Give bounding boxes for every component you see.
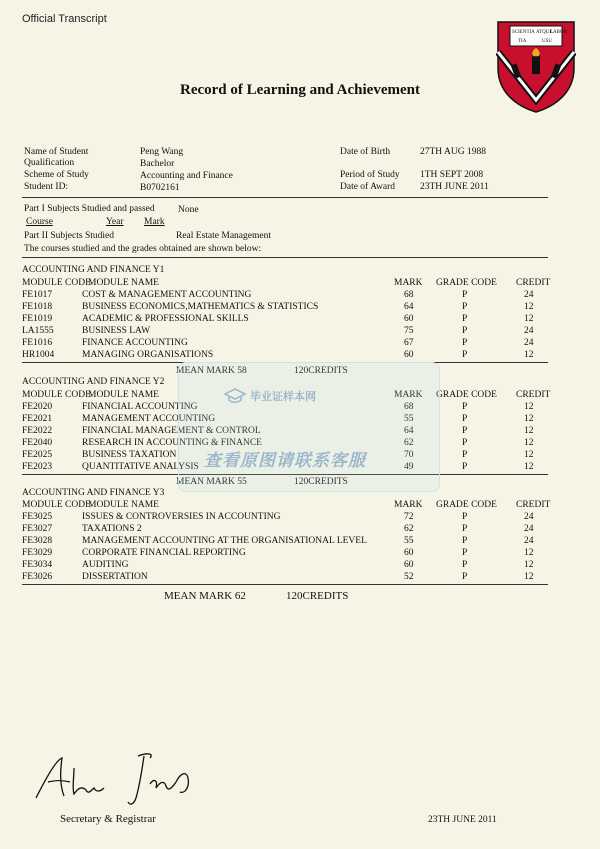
module-mark: 75 — [404, 326, 414, 336]
col-header-code: MODULE CODE — [22, 500, 91, 510]
part1-label: Part I Subjects Studied and passed — [24, 204, 155, 214]
module-credit: 12 — [524, 450, 534, 460]
year2-title: ACCOUNTING AND FINANCE Y2 — [22, 377, 165, 387]
module-grade: P — [462, 512, 468, 522]
module-credit: 24 — [524, 338, 534, 348]
module-name: ACADEMIC & PROFESSIONAL SKILLS — [82, 314, 249, 324]
part2-value: Real Estate Management — [176, 231, 271, 241]
table-row — [22, 289, 550, 301]
module-grade: P — [462, 414, 468, 424]
module-mark: 64 — [404, 426, 414, 436]
module-credit: 24 — [524, 536, 534, 546]
module-name: MANAGEMENT ACCOUNTING AT THE ORGANISATIONAL LEVEL — [82, 536, 367, 546]
table-row — [22, 547, 550, 559]
table-row — [22, 325, 550, 337]
table-row — [22, 523, 550, 535]
module-mark: 62 — [404, 438, 414, 448]
module-name: FINANCE ACCOUNTING — [82, 338, 188, 348]
module-credit: 24 — [524, 290, 534, 300]
module-mark: 60 — [404, 560, 414, 570]
scheme-label: Scheme of Study — [24, 170, 89, 180]
module-credit: 12 — [524, 302, 534, 312]
year2-credits: 120CREDITS — [294, 477, 348, 487]
crest-motto-line3: LABOR — [550, 30, 567, 35]
col-header-name: MODULE NAME — [88, 390, 159, 400]
col-header-credit: CREDIT — [516, 278, 551, 288]
period-label: Period of Study — [340, 170, 400, 180]
module-credit: 12 — [524, 402, 534, 412]
signature-icon — [30, 748, 210, 810]
module-code: FE1016 — [22, 338, 53, 348]
award-label: Date of Award — [340, 182, 396, 192]
module-grade: P — [462, 314, 468, 324]
table-row — [22, 511, 550, 523]
part2-label: Part II Subjects Studied — [24, 231, 114, 241]
module-code: FE1018 — [22, 302, 53, 312]
module-credit: 12 — [524, 314, 534, 324]
module-credit: 12 — [524, 462, 534, 472]
module-code: FE2020 — [22, 402, 53, 412]
module-credit: 24 — [524, 524, 534, 534]
module-credit: 24 — [524, 512, 534, 522]
module-mark: 60 — [404, 314, 414, 324]
col-header-name: MODULE NAME — [88, 500, 159, 510]
col-header-code: MODULE CODE — [22, 278, 91, 288]
year2-mean-mark: MEAN MARK 55 — [176, 477, 247, 487]
crest-motto-line1: SCIENTIA — [512, 30, 535, 35]
col-header-mark: MARK — [394, 390, 423, 400]
col-header-mark: MARK — [394, 500, 423, 510]
module-credit: 12 — [524, 572, 534, 582]
module-code: FE2040 — [22, 438, 53, 448]
col-header-credit: CREDIT — [516, 390, 551, 400]
watermark-text: 查看原图请联系客服 — [204, 451, 366, 471]
intro-text: The courses studied and the grades obtained are shown below: — [24, 244, 262, 254]
module-grade: P — [462, 536, 468, 546]
module-grade: P — [462, 302, 468, 312]
year1-mean-mark: MEAN MARK 58 — [176, 366, 247, 376]
module-grade: P — [462, 290, 468, 300]
module-grade: P — [462, 438, 468, 448]
part1-value: None — [178, 205, 199, 215]
dob-label: Date of Birth — [340, 147, 391, 157]
part1-col-course: Course — [26, 217, 53, 227]
module-credit: 12 — [524, 350, 534, 360]
student-id-value: B0702161 — [140, 183, 180, 193]
year3-mean-mark: MEAN MARK 62 — [164, 590, 246, 602]
page-title: Record of Learning and Achievement — [180, 82, 420, 98]
table-row — [22, 535, 550, 547]
module-name: QUANTITATIVE ANALYSIS — [82, 462, 199, 472]
graduation-cap-icon — [224, 388, 246, 404]
module-code: FE2021 — [22, 414, 53, 424]
module-grade: P — [462, 560, 468, 570]
qualification-value: Bachelor — [140, 159, 175, 169]
module-mark: 62 — [404, 524, 414, 534]
university-crest-icon — [496, 18, 576, 114]
crest-motto-line2: ATQUE — [536, 30, 553, 35]
module-code: FE3025 — [22, 512, 53, 522]
module-code: FE3028 — [22, 536, 53, 546]
module-mark: 68 — [404, 402, 414, 412]
col-header-grade: GRADE CODE — [436, 500, 497, 510]
module-code: HR1004 — [22, 350, 55, 360]
module-mark: 55 — [404, 536, 414, 546]
document-type-label: Official Transcript — [22, 13, 107, 25]
module-mark: 64 — [404, 302, 414, 312]
module-name: COST & MANAGEMENT ACCOUNTING — [82, 290, 252, 300]
module-name: FINANCIAL MANAGEMENT & CONTROL — [82, 426, 261, 436]
col-header-code: MODULE CODE — [22, 390, 91, 400]
module-grade: P — [462, 350, 468, 360]
module-grade: P — [462, 450, 468, 460]
period-value: 1TH SEPT 2008 — [420, 170, 484, 180]
table-row — [22, 301, 550, 313]
module-mark: 49 — [404, 462, 414, 472]
module-name: BUSINESS LAW — [82, 326, 151, 336]
module-code: FE3026 — [22, 572, 53, 582]
module-credit: 12 — [524, 438, 534, 448]
module-grade: P — [462, 462, 468, 472]
module-mark: 60 — [404, 548, 414, 558]
watermark-logo: 毕业证样本网 — [250, 391, 316, 403]
module-grade: P — [462, 548, 468, 558]
module-credit: 12 — [524, 414, 534, 424]
col-header-mark: MARK — [394, 278, 423, 288]
module-code: FE3027 — [22, 524, 53, 534]
year3-credits: 120CREDITS — [286, 590, 349, 602]
module-mark: 67 — [404, 338, 414, 348]
part1-col-mark: Mark — [144, 217, 165, 227]
module-name: TAXATIONS 2 — [82, 524, 142, 534]
module-credit: 12 — [524, 426, 534, 436]
issue-date: 23TH JUNE 2011 — [428, 815, 497, 825]
module-mark: 72 — [404, 512, 414, 522]
year3-title: ACCOUNTING AND FINANCE Y3 — [22, 488, 165, 498]
module-code: FE1019 — [22, 314, 53, 324]
module-credit: 24 — [524, 326, 534, 336]
student-id-label: Student ID: — [24, 182, 69, 192]
watermark-panel — [178, 362, 440, 492]
module-code: LA1555 — [22, 326, 54, 336]
module-code: FE2022 — [22, 426, 53, 436]
table-header — [22, 277, 550, 289]
module-grade: P — [462, 402, 468, 412]
module-code: FE3029 — [22, 548, 53, 558]
year1-title: ACCOUNTING AND FINANCE Y1 — [22, 265, 165, 275]
module-mark: 60 — [404, 350, 414, 360]
divider — [22, 584, 548, 585]
module-mark: 70 — [404, 450, 414, 460]
student-name-label: Name of Student — [24, 147, 89, 157]
module-code: FE2023 — [22, 462, 53, 472]
module-name: ISSUES & CONTROVERSIES IN ACCOUNTING — [82, 512, 281, 522]
scheme-value: Accounting and Finance — [140, 171, 233, 181]
module-grade: P — [462, 326, 468, 336]
table-row — [22, 349, 550, 361]
module-code: FE1017 — [22, 290, 53, 300]
module-grade: P — [462, 524, 468, 534]
crest-motto-line5: USU — [542, 39, 553, 44]
module-name: AUDITING — [82, 560, 129, 570]
module-mark: 52 — [404, 572, 414, 582]
table-header — [22, 499, 550, 511]
module-name: BUSINESS TAXATION — [82, 450, 177, 460]
module-name: MANAGEMENT ACCOUNTING — [82, 414, 216, 424]
module-mark: 55 — [404, 414, 414, 424]
module-name: MANAGING ORGANISATIONS — [82, 350, 214, 360]
module-grade: P — [462, 572, 468, 582]
signatory-title: Secretary & Registrar — [60, 813, 156, 825]
table-row — [22, 559, 550, 571]
module-code: FE3034 — [22, 560, 53, 570]
module-credit: 12 — [524, 548, 534, 558]
module-name: CORPORATE FINANCIAL REPORTING — [82, 548, 246, 558]
table-row — [22, 337, 550, 349]
module-grade: P — [462, 426, 468, 436]
module-name: BUSINESS ECONOMICS,MATHEMATICS & STATISTICS — [82, 302, 319, 312]
award-value: 23TH JUNE 2011 — [420, 182, 489, 192]
module-name: FINANCIAL ACCOUNTING — [82, 402, 198, 412]
student-name: Peng Wang — [140, 147, 184, 157]
qualification-label: Qualification — [24, 158, 75, 168]
module-name: DISSERTATION — [82, 572, 148, 582]
dob-value: 27TH AUG 1988 — [420, 147, 486, 157]
module-grade: P — [462, 338, 468, 348]
part1-col-year: Year — [106, 217, 124, 227]
table-row — [22, 571, 550, 583]
crest-motto-line4: TIA — [518, 39, 527, 44]
module-code: FE2025 — [22, 450, 53, 460]
col-header-name: MODULE NAME — [88, 278, 159, 288]
module-mark: 68 — [404, 290, 414, 300]
module-credit: 12 — [524, 560, 534, 570]
col-header-credit: CREDIT — [516, 500, 551, 510]
year1-credits: 120CREDITS — [294, 366, 348, 376]
module-name: RESEARCH IN ACCOUNTING & FINANCE — [82, 438, 262, 448]
table-row — [22, 313, 550, 325]
col-header-grade: GRADE CODE — [436, 390, 497, 400]
col-header-grade: GRADE CODE — [436, 278, 497, 288]
divider — [22, 197, 548, 198]
divider — [22, 257, 548, 258]
